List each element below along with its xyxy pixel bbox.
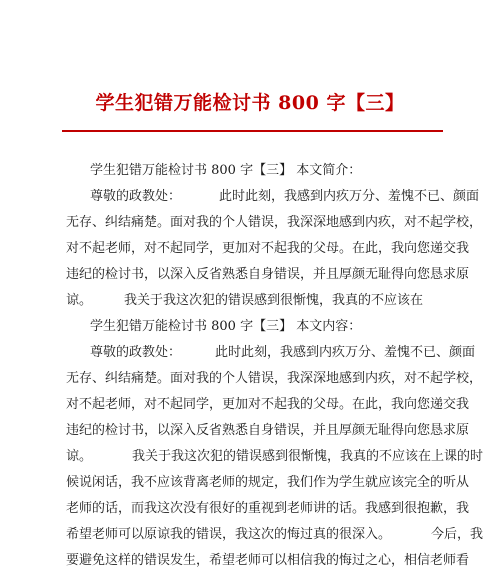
- text-line: 违纪的检讨书，以深入反省熟悉自身错误，并且厚颜无耻得向您恳求原: [66, 423, 470, 438]
- text-line: 要避免这样的错误发生，希望老师可以相信我的悔过之心，相信老师看: [66, 553, 470, 568]
- text-line: 违纪的检讨书，以深入反省熟悉自身错误，并且厚颜无耻得向您恳求原: [66, 267, 470, 282]
- text-line: 无存、纠结痛楚。面对我的个人错误，我深深地感到内疚，对不起学校，: [66, 371, 483, 386]
- text-line: 老师的话，而我这次没有很好的重视到老师讲的话。我感到很抱歉，我: [66, 501, 470, 516]
- text-line: 候说闲话，我不应该背离老师的规定，我们作为学生就应该完全的听从: [66, 475, 470, 490]
- text-line: 谅。 我关于我这次犯的错误感到很惭愧，我真的不应该在: [66, 293, 424, 308]
- text-line: 对不起老师，对不起同学，更加对不起我的父母。在此，我向您递交我: [66, 397, 470, 412]
- text-line: 学生犯错万能检讨书 800 字【三】 本文简介：: [90, 163, 362, 178]
- text-line: 尊敬的政教处： 此时此刻，我感到内疚万分、羞愧不已、颜面: [90, 189, 480, 204]
- text-line: 希望老师可以原谅我的错误，我这次的悔过真的很深入。 今后，我: [66, 527, 484, 542]
- text-line: 学生犯错万能检讨书 800 字【三】 本文内容：: [90, 319, 362, 334]
- text-line: 谅。 我关于我这次犯的错误感到很惭愧，我真的不应该在上课的时: [66, 449, 484, 464]
- title-divider: [62, 130, 443, 132]
- text-line: 尊敬的政教处： 此时此刻，我感到内疚万分、羞愧不已、颜面: [90, 345, 476, 360]
- text-line: 无存、纠结痛楚。面对我的个人错误，我深深地感到内疚，对不起学校，: [66, 215, 483, 230]
- document-title: 学生犯错万能检讨书 800 字【三】: [95, 92, 405, 114]
- document-body: [66, 158, 484, 574]
- text-line: 对不起老师，对不起同学，更加对不起我的父母。在此，我向您递交我: [66, 241, 470, 256]
